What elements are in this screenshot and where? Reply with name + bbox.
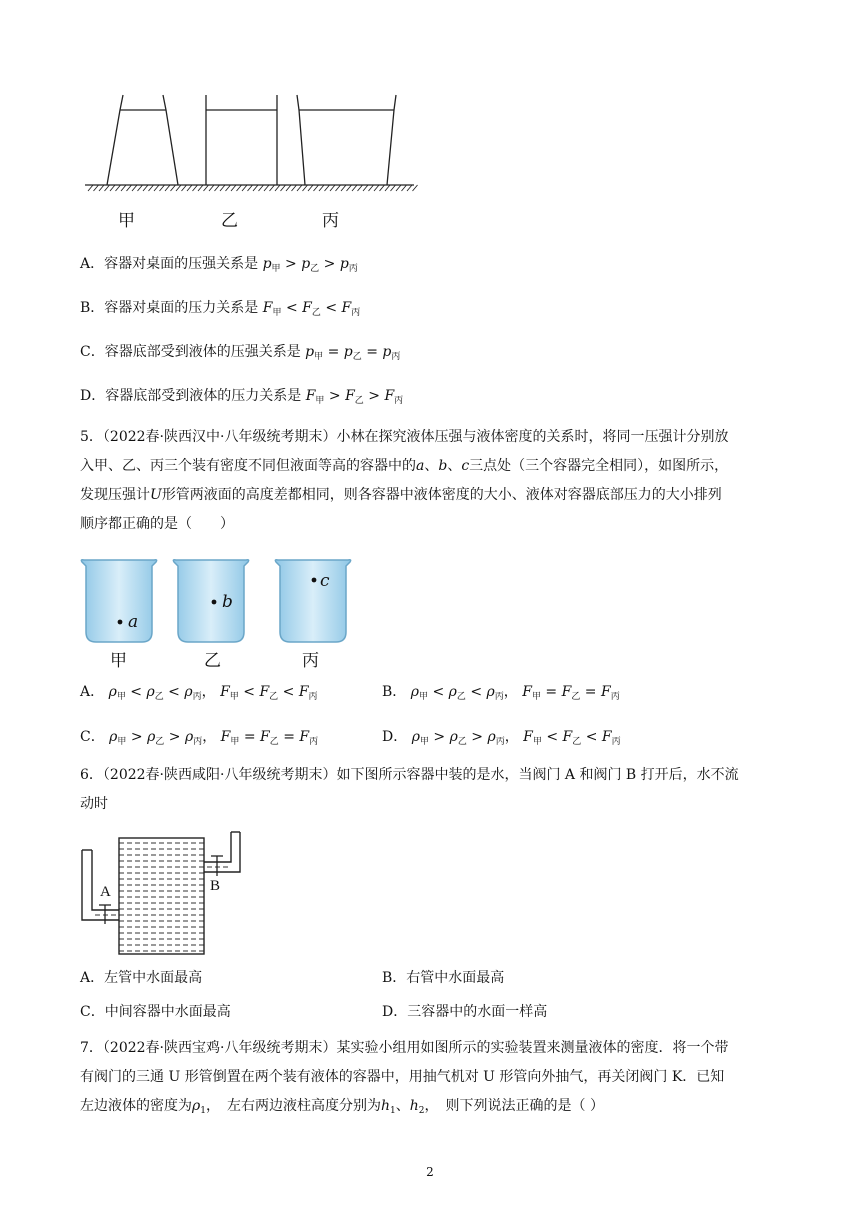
- operator: =: [584, 684, 597, 700]
- subscript: 甲: [230, 737, 240, 747]
- symbol: p: [339, 256, 349, 272]
- option-text: 容器底部受到液体的压强关系是: [104, 344, 301, 360]
- symbol: F: [305, 388, 316, 404]
- subscript: 丙: [495, 737, 505, 747]
- subscript: 乙: [352, 352, 362, 362]
- force-symbol: F: [561, 684, 572, 700]
- q4-option-a[interactable]: [80, 254, 358, 279]
- subscript: 甲: [272, 308, 282, 318]
- page-number: 2: [426, 1165, 434, 1179]
- operator: >: [130, 729, 143, 745]
- question-number: 6．: [80, 767, 103, 783]
- stem-text: ， 左右两边液柱高度分别为: [205, 1098, 381, 1114]
- stem-text: 动时: [80, 796, 108, 812]
- force-symbol: F: [523, 729, 533, 745]
- symbol: F: [345, 388, 355, 404]
- rho-symbol: ρ: [410, 684, 419, 700]
- point-label: a: [416, 458, 425, 474]
- figure1-label-jia: 甲: [118, 211, 135, 231]
- q6-stem: [80, 761, 780, 819]
- q7-stem: [80, 1034, 780, 1126]
- rho-symbol: ρ: [108, 684, 117, 700]
- separator: 、: [424, 458, 439, 474]
- operator: =: [243, 729, 256, 745]
- operator: >: [285, 256, 297, 272]
- subscript: 乙: [269, 737, 279, 747]
- stem-text: 如下图所示容器中装的是水，当阀门 A 和阀门 B 打开后，水不流: [336, 767, 739, 783]
- subscript: 乙: [154, 692, 164, 702]
- rho-symbol: ρ: [184, 729, 194, 745]
- comma: ，: [201, 684, 216, 700]
- subscript: 乙: [354, 396, 364, 406]
- operator: >: [471, 729, 484, 745]
- symbol: F: [341, 300, 352, 316]
- option-letter: B．: [382, 970, 407, 986]
- subscript: 丙: [308, 692, 318, 702]
- stem-text: 入甲、乙、丙三个装有密度不同但液面等高的容器中的: [80, 458, 416, 474]
- operator: <: [130, 684, 143, 700]
- subscript: 丙: [494, 692, 504, 702]
- rho-symbol: ρ: [486, 684, 495, 700]
- option-letter: B．: [382, 684, 407, 700]
- q5-stem: [80, 423, 780, 539]
- force-symbol: F: [220, 729, 231, 745]
- option-text: 左管中水面最高: [104, 970, 203, 986]
- u-letter: U: [150, 487, 162, 503]
- stem-text: ， 则下列说法正确的是（ ）: [424, 1098, 604, 1114]
- subscript: 甲: [315, 396, 325, 406]
- symbol: F: [384, 388, 395, 404]
- operator: >: [168, 729, 181, 745]
- subscript: 乙: [311, 308, 321, 318]
- rho-symbol: ρ: [147, 729, 156, 745]
- option-text: 三容器中的水面一样高: [407, 1004, 548, 1020]
- symbol: p: [305, 344, 315, 360]
- rho-symbol: ρ: [146, 684, 155, 700]
- subscript: 乙: [310, 264, 320, 274]
- option-text: 中间容器中水面最高: [104, 1004, 231, 1020]
- operator: <: [470, 684, 483, 700]
- subscript: 甲: [419, 737, 429, 747]
- valve-label-a: A: [100, 884, 111, 900]
- q6-option-b[interactable]: [382, 968, 504, 988]
- stem-text: 小林在探究液体压强与液体密度的关系时，将同一压强计分别放: [336, 429, 729, 445]
- subscript: 1: [390, 1106, 396, 1116]
- comma: ，: [504, 729, 519, 745]
- subscript: 丙: [611, 737, 621, 747]
- symbol: p: [343, 344, 353, 360]
- subscript: 2: [418, 1106, 425, 1116]
- subscript: 甲: [531, 692, 541, 702]
- figure2-label-yi: 乙: [204, 651, 221, 671]
- operator: <: [285, 300, 298, 316]
- separator: 、: [447, 458, 462, 474]
- subscript: 甲: [418, 692, 428, 702]
- question-number: 7．: [80, 1040, 103, 1056]
- stem-text: 三点处（三个容器完全相同），如图所示，: [469, 458, 729, 474]
- rho-symbol: ρ: [449, 729, 458, 745]
- q6-option-a[interactable]: [80, 968, 202, 988]
- subscript: 乙: [572, 737, 582, 747]
- rho-symbol: ρ: [487, 729, 496, 745]
- option-letter: D．: [382, 729, 408, 745]
- subscript: 乙: [571, 692, 581, 702]
- q5-option-a[interactable]: [80, 682, 318, 707]
- operator: <: [585, 729, 598, 745]
- figure1-label-yi: 乙: [221, 211, 238, 231]
- subscript: 甲: [117, 737, 127, 747]
- option-letter: A．: [80, 970, 105, 986]
- operator: <: [243, 684, 255, 700]
- subscript: 丙: [192, 692, 202, 702]
- operator: >: [323, 256, 336, 272]
- beaker-point-b: b: [222, 592, 233, 612]
- separator: 、: [395, 1098, 410, 1114]
- figure2-label-bing: 丙: [302, 651, 319, 671]
- rho-symbol: ρ: [192, 1098, 201, 1114]
- rho-symbol: ρ: [184, 684, 193, 700]
- option-letter: D．: [80, 388, 106, 404]
- force-symbol: F: [259, 684, 270, 700]
- option-letter: C．: [80, 1004, 105, 1020]
- operator: >: [368, 388, 380, 404]
- force-symbol: F: [299, 729, 310, 745]
- figure1-label-bing: 丙: [322, 211, 339, 231]
- subscript: 丙: [351, 308, 361, 318]
- q4-option-b[interactable]: [80, 298, 360, 323]
- symbol: p: [301, 256, 311, 272]
- q6-option-d[interactable]: [382, 1002, 547, 1022]
- q5-option-c[interactable]: [80, 727, 318, 752]
- force-symbol: F: [220, 684, 230, 700]
- symbol: F: [262, 300, 273, 316]
- operator: <: [168, 684, 180, 700]
- subscript: 甲: [532, 737, 542, 747]
- stem-text: 发现压强计: [80, 487, 150, 503]
- operator: <: [325, 300, 338, 316]
- subscript: 1: [200, 1106, 206, 1116]
- operator: =: [327, 344, 340, 360]
- beaker-point-a: a: [128, 612, 139, 632]
- point-label: c: [461, 458, 470, 474]
- stem-text: 左边液体的密度为: [80, 1098, 192, 1114]
- q5-option-b[interactable]: [382, 682, 620, 707]
- operator: <: [546, 729, 559, 745]
- option-text: 容器底部受到液体的压力关系是: [105, 388, 302, 404]
- subscript: 乙: [457, 737, 467, 747]
- force-symbol: F: [600, 684, 611, 700]
- option-letter: C．: [80, 344, 105, 360]
- operator: >: [433, 729, 446, 745]
- q4-option-c[interactable]: [80, 342, 400, 367]
- operator: >: [328, 388, 341, 404]
- operator: =: [366, 344, 378, 360]
- option-letter: A．: [80, 256, 105, 272]
- point-label: b: [438, 458, 448, 474]
- operator: =: [545, 684, 558, 700]
- force-symbol: F: [298, 684, 309, 700]
- subscript: 丙: [610, 692, 620, 702]
- subscript: 丙: [309, 737, 319, 747]
- subscript: 甲: [271, 264, 281, 274]
- symbol: p: [262, 256, 272, 272]
- operator: <: [432, 684, 445, 700]
- subscript: 丙: [348, 264, 358, 274]
- figure2-label-jia: 甲: [110, 651, 127, 671]
- force-symbol: F: [562, 729, 573, 745]
- subscript: 丙: [193, 737, 203, 747]
- subscript: 甲: [116, 692, 126, 702]
- option-letter: A．: [80, 684, 105, 700]
- subscript: 丙: [391, 352, 401, 362]
- beaker-point-c: c: [320, 571, 330, 591]
- subscript: 乙: [269, 692, 279, 702]
- option-text: 容器对桌面的压力关系是: [104, 300, 259, 316]
- subscript: 甲: [314, 352, 324, 362]
- subscript: 丙: [394, 396, 404, 406]
- stem-text: 有阀门的三通 U 形管倒置在两个装有液体的容器中，用抽气机对 U 形管向外抽气，再关闭阀门 K．已知: [80, 1069, 725, 1085]
- comma: ，: [202, 729, 217, 745]
- operator: =: [283, 729, 295, 745]
- option-letter: D．: [382, 1004, 408, 1020]
- question-source: （2022春·陕西咸阳·八年级统考期末）: [102, 767, 337, 783]
- symbol: p: [382, 344, 392, 360]
- question-source: （2022春·陕西汉中·八年级统考期末）: [102, 429, 337, 445]
- comma: ，: [503, 684, 518, 700]
- operator: <: [282, 684, 295, 700]
- stem-text: 顺序都正确的是（ ）: [80, 516, 234, 532]
- rho-symbol: ρ: [109, 729, 118, 745]
- option-letter: B．: [80, 300, 105, 316]
- force-symbol: F: [260, 729, 270, 745]
- figure-containers: [80, 90, 420, 200]
- subscript: 甲: [229, 692, 239, 702]
- valve-label-b: B: [210, 878, 221, 894]
- q6-option-c[interactable]: [80, 1002, 231, 1022]
- subscript: 乙: [155, 737, 165, 747]
- subscript: 乙: [456, 692, 466, 702]
- option-text: 右管中水面最高: [406, 970, 505, 986]
- stem-text: 形管两液面的高度差都相同，则各容器中液体密度的大小、液体对容器底部压力的大小排列: [161, 487, 722, 503]
- force-symbol: F: [522, 684, 532, 700]
- option-text: 容器对桌面的压强关系是: [104, 256, 259, 272]
- question-number: 5．: [80, 429, 103, 445]
- option-letter: C．: [80, 729, 105, 745]
- q5-option-d[interactable]: [382, 727, 621, 752]
- rho-symbol: ρ: [411, 729, 420, 745]
- height-symbol: h: [409, 1098, 419, 1114]
- stem-text: 某实验小组用如图所示的实验装置来测量液体的密度．将一个带: [336, 1040, 729, 1056]
- height-symbol: h: [380, 1098, 390, 1114]
- force-symbol: F: [601, 729, 612, 745]
- question-source: （2022春·陕西宝鸡·八年级统考期末）: [102, 1040, 337, 1056]
- symbol: F: [302, 300, 312, 316]
- rho-symbol: ρ: [448, 684, 457, 700]
- q4-option-d[interactable]: [80, 386, 403, 411]
